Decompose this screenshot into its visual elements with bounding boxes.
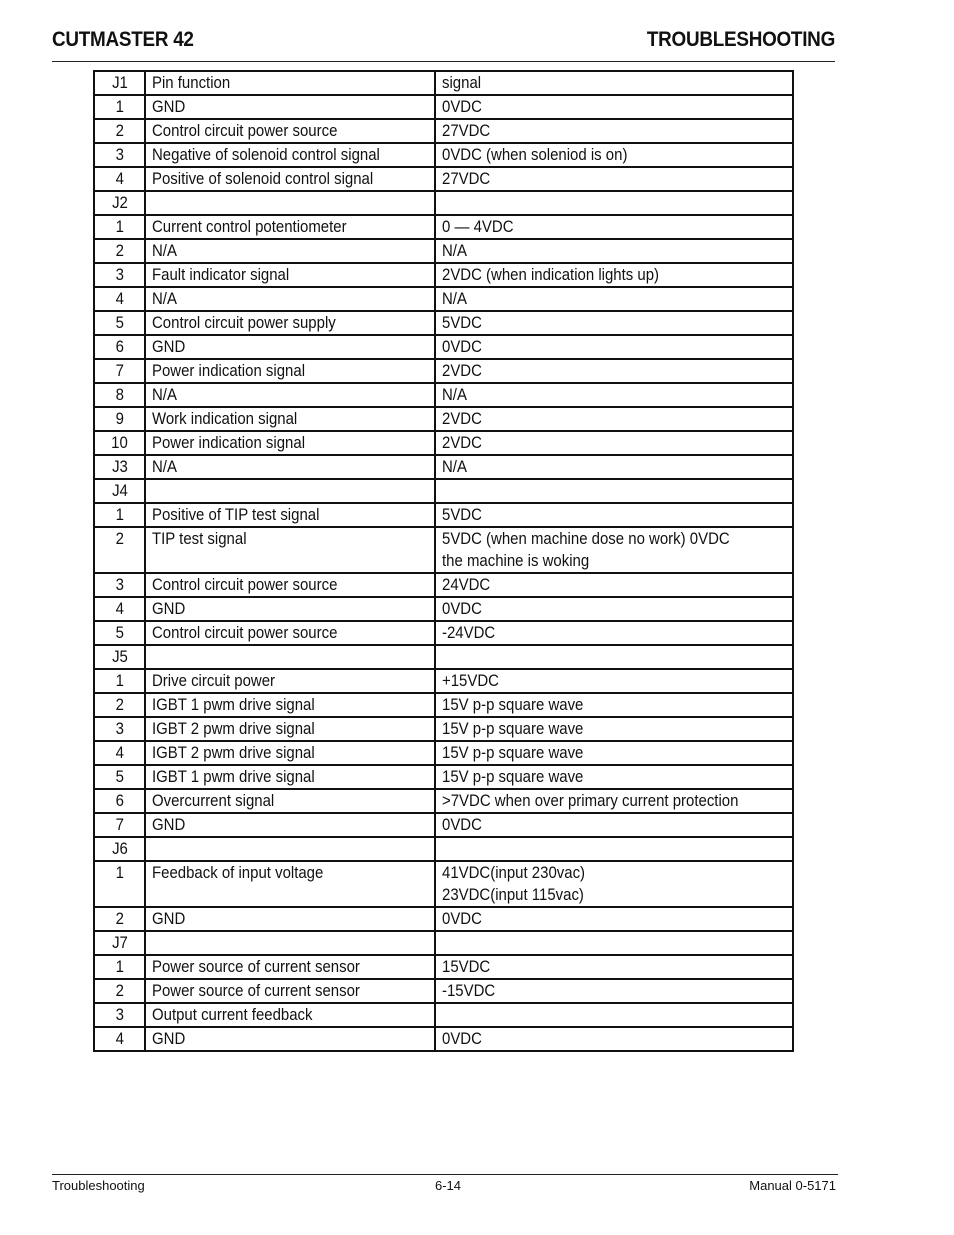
signal-cell: [435, 167, 793, 191]
cell-text: 3: [115, 719, 124, 738]
footer-section-name: Troubleshooting: [52, 1178, 145, 1193]
cell-text: 4: [115, 289, 124, 308]
pin-cell: [94, 955, 145, 979]
function-cell: [145, 263, 435, 287]
cell-text: GND: [152, 337, 186, 356]
signal-cell: [435, 1027, 793, 1051]
cell-text: 3: [115, 575, 124, 594]
cell-text: Power indication signal: [152, 433, 306, 452]
pin-cell: [94, 861, 145, 907]
cell-text: GND: [152, 1029, 186, 1048]
cell-text: 0VDC: [442, 1029, 482, 1048]
cell-text: 3: [115, 1005, 124, 1024]
cell-text: Control circuit power source: [152, 623, 338, 642]
cell-text: Power indication signal: [152, 361, 306, 380]
cell-text: 0VDC: [442, 909, 482, 928]
pin-cell: [94, 335, 145, 359]
cell-text: Negative of solenoid control signal: [152, 145, 380, 164]
cell-text: 27VDC: [442, 169, 491, 188]
pin-cell: [94, 717, 145, 741]
function-cell: [145, 359, 435, 383]
cell-text: Positive of TIP test signal: [152, 505, 320, 524]
signal-cell: [435, 383, 793, 407]
signal-cell: [435, 119, 793, 143]
cell-text: 2: [115, 121, 124, 140]
pin-cell: [94, 813, 145, 837]
cell-text: 1: [115, 957, 124, 976]
table-row: [94, 693, 793, 717]
pin-cell: [94, 527, 145, 573]
pin-cell: [94, 215, 145, 239]
function-cell: [145, 741, 435, 765]
cell-text: 0 — 4VDC: [442, 217, 514, 236]
function-cell: [145, 287, 435, 311]
cell-text: 2VDC: [442, 409, 482, 428]
pin-cell: [94, 167, 145, 191]
function-cell: [145, 1027, 435, 1051]
table-row: [94, 407, 793, 431]
table-row: [94, 95, 793, 119]
table-row: [94, 645, 793, 669]
table-row: [94, 287, 793, 311]
pin-table-body: [94, 71, 793, 1051]
table-row: [94, 119, 793, 143]
cell-text: 0VDC: [442, 97, 482, 116]
cell-text: 15V p-p square wave: [442, 743, 584, 762]
cell-text: 6: [115, 791, 124, 810]
cell-text: Pin function: [152, 73, 231, 92]
cell-text: 4: [115, 1029, 124, 1048]
signal-cell: [435, 931, 793, 955]
cell-text: 1: [115, 863, 124, 882]
signal-cell: [435, 837, 793, 861]
cell-text: 15VDC: [442, 957, 491, 976]
signal-cell: [435, 431, 793, 455]
cell-text: IGBT 2 pwm drive signal: [152, 719, 315, 738]
function-cell: [145, 143, 435, 167]
table-row: [94, 527, 793, 573]
signal-cell: [435, 573, 793, 597]
pin-cell: [94, 645, 145, 669]
cell-text: 2: [115, 981, 124, 1000]
cell-text: 9: [115, 409, 124, 428]
table-row: [94, 311, 793, 335]
cell-text: Control circuit power source: [152, 121, 338, 140]
table-row: [94, 765, 793, 789]
cell-text: -24VDC: [442, 623, 496, 642]
cell-text: 2: [115, 909, 124, 928]
signal-cell: [435, 191, 793, 215]
cell-text: 1: [115, 217, 124, 236]
signal-cell: [435, 1003, 793, 1027]
function-cell: [145, 789, 435, 813]
cell-text: J2: [111, 193, 128, 212]
table-row: [94, 813, 793, 837]
cell-text: 10: [111, 433, 128, 452]
function-cell: [145, 621, 435, 645]
function-cell: [145, 335, 435, 359]
cell-text: 0VDC: [442, 815, 482, 834]
function-cell: [145, 503, 435, 527]
cell-text: J5: [111, 647, 128, 666]
cell-text: 27VDC: [442, 121, 491, 140]
pin-cell: [94, 95, 145, 119]
table-row: [94, 479, 793, 503]
function-cell: [145, 479, 435, 503]
cell-text: -15VDC: [442, 981, 496, 1000]
cell-text: 4: [115, 169, 124, 188]
table-row: [94, 71, 793, 95]
function-cell: [145, 597, 435, 621]
pin-cell: [94, 263, 145, 287]
pin-cell: [94, 191, 145, 215]
cell-text: 6: [115, 337, 124, 356]
pin-cell: [94, 239, 145, 263]
signal-cell: [435, 717, 793, 741]
header-divider: [52, 61, 835, 62]
cell-text: 4: [115, 599, 124, 618]
cell-text: N/A: [442, 457, 467, 476]
signal-cell: [435, 979, 793, 1003]
pin-cell: [94, 1027, 145, 1051]
pin-cell: [94, 143, 145, 167]
table-row: [94, 455, 793, 479]
pin-function-table: [93, 70, 794, 1052]
function-cell: [145, 431, 435, 455]
signal-cell: [435, 71, 793, 95]
signal-cell: [435, 597, 793, 621]
function-cell: [145, 717, 435, 741]
cell-text: 2: [115, 529, 124, 548]
function-cell: [145, 861, 435, 907]
cell-text: 0VDC (when soleniod is on): [442, 145, 628, 164]
pin-cell: [94, 931, 145, 955]
signal-cell: [435, 143, 793, 167]
signal-cell: [435, 621, 793, 645]
signal-cell: [435, 359, 793, 383]
signal-cell: [435, 693, 793, 717]
function-cell: [145, 955, 435, 979]
table-row: [94, 1027, 793, 1051]
function-cell: [145, 239, 435, 263]
cell-text: N/A: [152, 457, 177, 476]
function-cell: [145, 645, 435, 669]
function-cell: [145, 1003, 435, 1027]
pin-cell: [94, 119, 145, 143]
function-cell: [145, 215, 435, 239]
function-cell: [145, 931, 435, 955]
pin-cell: [94, 359, 145, 383]
table-row: [94, 789, 793, 813]
function-cell: [145, 527, 435, 573]
table-row: [94, 143, 793, 167]
table-row: [94, 263, 793, 287]
signal-cell: [435, 311, 793, 335]
cell-text: 2VDC: [442, 433, 482, 452]
cell-text: >7VDC when over primary current protection: [442, 791, 739, 810]
cell-text: IGBT 1 pwm drive signal: [152, 695, 315, 714]
table-row: [94, 359, 793, 383]
cell-text: GND: [152, 599, 186, 618]
table-row: [94, 573, 793, 597]
pin-cell: [94, 837, 145, 861]
cell-text: 1: [115, 505, 124, 524]
cell-text: Work indication signal: [152, 409, 298, 428]
cell-text: Current control potentiometer: [152, 217, 347, 236]
cell-text: N/A: [442, 241, 467, 260]
cell-text: 5: [115, 623, 124, 642]
cell-text: N/A: [152, 241, 177, 260]
cell-text: 3: [115, 265, 124, 284]
cell-text: Output current feedback: [152, 1005, 313, 1024]
table-row: [94, 621, 793, 645]
table-row: [94, 741, 793, 765]
cell-text: Fault indicator signal: [152, 265, 290, 284]
footer-page-number: 6-14: [435, 1178, 462, 1193]
function-cell: [145, 311, 435, 335]
function-cell: [145, 191, 435, 215]
cell-text: 41VDC(input 230vac) 23VDC(input 115vac): [442, 863, 586, 904]
table-row: [94, 167, 793, 191]
cell-text: N/A: [442, 385, 467, 404]
cell-text: 5VDC: [442, 505, 482, 524]
cell-text: 3: [115, 145, 124, 164]
table-row: [94, 955, 793, 979]
cell-text: Overcurrent signal: [152, 791, 275, 810]
function-cell: [145, 407, 435, 431]
signal-cell: [435, 527, 793, 573]
table-row: [94, 669, 793, 693]
function-cell: [145, 455, 435, 479]
table-row: [94, 931, 793, 955]
signal-cell: [435, 407, 793, 431]
pin-cell: [94, 693, 145, 717]
signal-cell: [435, 789, 793, 813]
cell-text: J1: [111, 73, 128, 92]
signal-cell: [435, 479, 793, 503]
signal-cell: [435, 215, 793, 239]
signal-cell: [435, 907, 793, 931]
footer-manual-number: Manual 0-5171: [749, 1178, 836, 1193]
cell-text: 2VDC (when indication lights up): [442, 265, 660, 284]
header-product-title: CUTMASTER 42: [52, 28, 194, 51]
function-cell: [145, 837, 435, 861]
cell-text: N/A: [152, 289, 177, 308]
pin-cell: [94, 669, 145, 693]
table-row: [94, 239, 793, 263]
cell-text: GND: [152, 909, 186, 928]
cell-text: J3: [111, 457, 128, 476]
signal-cell: [435, 955, 793, 979]
table-row: [94, 383, 793, 407]
cell-text: Feedback of input voltage: [152, 863, 324, 882]
cell-text: J4: [111, 481, 128, 500]
cell-text: 5VDC: [442, 313, 482, 332]
cell-text: +15VDC: [442, 671, 499, 690]
header-section-title: TROUBLESHOOTING: [646, 28, 835, 51]
cell-text: Power source of current sensor: [152, 957, 360, 976]
cell-text: 15V p-p square wave: [442, 767, 584, 786]
table-row: [94, 503, 793, 527]
cell-text: 15V p-p square wave: [442, 695, 584, 714]
cell-text: 2: [115, 695, 124, 714]
pin-cell: [94, 621, 145, 645]
pin-cell: [94, 407, 145, 431]
table-row: [94, 191, 793, 215]
function-cell: [145, 765, 435, 789]
function-cell: [145, 95, 435, 119]
signal-cell: [435, 335, 793, 359]
function-cell: [145, 907, 435, 931]
function-cell: [145, 669, 435, 693]
table-row: [94, 597, 793, 621]
cell-text: signal: [442, 73, 482, 92]
cell-text: Positive of solenoid control signal: [152, 169, 374, 188]
cell-text: Control circuit power source: [152, 575, 338, 594]
cell-text: 0VDC: [442, 599, 482, 618]
pin-cell: [94, 287, 145, 311]
cell-text: J7: [111, 933, 128, 952]
signal-cell: [435, 861, 793, 907]
signal-cell: [435, 669, 793, 693]
pin-cell: [94, 455, 145, 479]
cell-text: Control circuit power supply: [152, 313, 336, 332]
pin-cell: [94, 765, 145, 789]
table-row: [94, 335, 793, 359]
function-cell: [145, 383, 435, 407]
signal-cell: [435, 741, 793, 765]
table-row: [94, 215, 793, 239]
cell-text: 1: [115, 97, 124, 116]
table-row: [94, 979, 793, 1003]
signal-cell: [435, 765, 793, 789]
signal-cell: [435, 645, 793, 669]
cell-text: IGBT 2 pwm drive signal: [152, 743, 315, 762]
pin-cell: [94, 907, 145, 931]
pin-cell: [94, 1003, 145, 1027]
signal-cell: [435, 239, 793, 263]
function-cell: [145, 979, 435, 1003]
cell-text: TIP test signal: [152, 529, 247, 548]
signal-cell: [435, 813, 793, 837]
pin-cell: [94, 383, 145, 407]
cell-text: Drive circuit power: [152, 671, 276, 690]
function-cell: [145, 119, 435, 143]
table-row: [94, 907, 793, 931]
signal-cell: [435, 455, 793, 479]
pin-cell: [94, 789, 145, 813]
cell-text: N/A: [442, 289, 467, 308]
table-row: [94, 431, 793, 455]
pin-cell: [94, 503, 145, 527]
cell-text: J6: [111, 839, 128, 858]
cell-text: 2VDC: [442, 361, 482, 380]
table-row: [94, 837, 793, 861]
table-row: [94, 1003, 793, 1027]
cell-text: 5: [115, 767, 124, 786]
pin-cell: [94, 597, 145, 621]
pin-cell: [94, 741, 145, 765]
signal-cell: [435, 287, 793, 311]
table-row: [94, 717, 793, 741]
cell-text: 7: [115, 815, 124, 834]
pin-cell: [94, 71, 145, 95]
cell-text: GND: [152, 97, 186, 116]
function-cell: [145, 71, 435, 95]
cell-text: 15V p-p square wave: [442, 719, 584, 738]
cell-text: N/A: [152, 385, 177, 404]
cell-text: 8: [115, 385, 124, 404]
footer-divider: [52, 1174, 838, 1175]
cell-text: 1: [115, 671, 124, 690]
function-cell: [145, 693, 435, 717]
cell-text: 0VDC: [442, 337, 482, 356]
pin-cell: [94, 979, 145, 1003]
signal-cell: [435, 95, 793, 119]
function-cell: [145, 167, 435, 191]
cell-text: IGBT 1 pwm drive signal: [152, 767, 315, 786]
pin-cell: [94, 431, 145, 455]
cell-text: GND: [152, 815, 186, 834]
table-row: [94, 861, 793, 907]
cell-text: 4: [115, 743, 124, 762]
cell-text: 5VDC (when machine dose no work) 0VDC the machine is woking: [442, 529, 730, 570]
function-cell: [145, 813, 435, 837]
pin-cell: [94, 573, 145, 597]
function-cell: [145, 573, 435, 597]
pin-cell: [94, 479, 145, 503]
signal-cell: [435, 503, 793, 527]
cell-text: 2: [115, 241, 124, 260]
cell-text: Power source of current sensor: [152, 981, 360, 1000]
cell-text: 7: [115, 361, 124, 380]
cell-text: 5: [115, 313, 124, 332]
pin-cell: [94, 311, 145, 335]
cell-text: 24VDC: [442, 575, 491, 594]
signal-cell: [435, 263, 793, 287]
